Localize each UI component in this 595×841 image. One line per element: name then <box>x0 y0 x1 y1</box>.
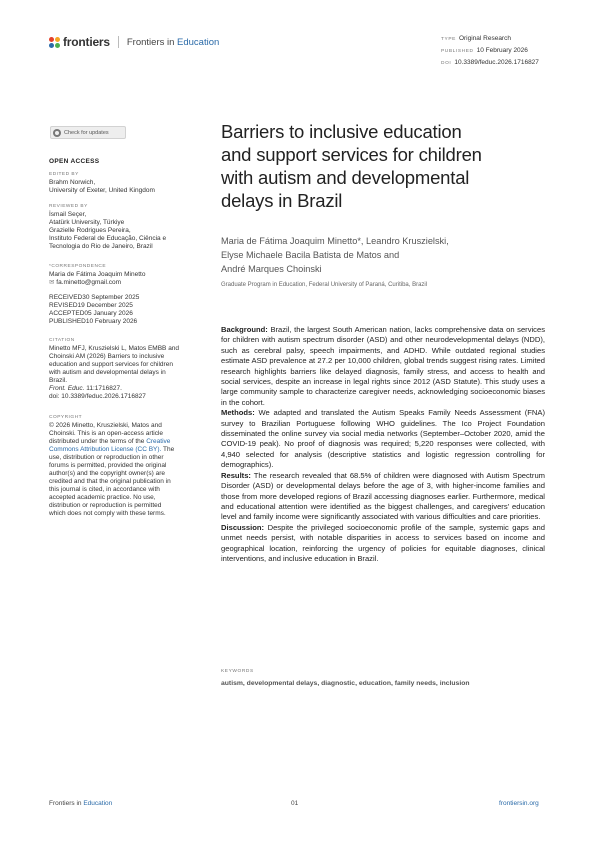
abstract <box>221 325 545 564</box>
frontiers-logo[interactable] <box>49 35 219 49</box>
frontiers-logo-icon <box>49 37 60 48</box>
footer-journal: Frontiers in Education <box>49 800 113 807</box>
abstract-discussion: Discussion: Despite the privileged socioeconomic profile of the sample, systemic gaps and unmet needs persist, with notable disparities in access to services based on income and geographical location, reinforcing the urgency of policies for equitable diagnoses, clinical interventions, and inclusive education in Brazil. <box>221 522 545 563</box>
author-list: Maria de Fátima Joaquim Minetto*, Leandro Kruszielski, Elyse Michaele Bacila Batista de Matos and André Marques Choinski <box>221 236 449 274</box>
copyright-block: COPYRIGHT © 2026 Minetto, Kruszielski, Matos and Choinski. This is an open-access article distributed under the terms of the Creative Commons Attribution License (CC BY). The use, distribution or reproduction in other forums is permitted, provided the original author(s) and the copyright owner(s) are credited and that the original publication in this journal is cited, in accordance with accepted academic practice. No use, distribution or reproduction is permitted which does not comply with these terms. <box>49 415 175 517</box>
cc-license-link[interactable]: Creative <box>146 438 171 445</box>
abstract-methods: Methods: We adapted and translated the Autism Speaks Family Needs Assessment (FNA) survey to Brazilian Portuguese following WHO guidelines. The Ico Project Foundation disseminated the online survey via social media networks (September–October 2020, amid the COVID-19 peak). No proof of diagnosis was required; 5,220 responses were collected, with 4,940 selected for analysis (descriptive statistics and logistic regression controlling for demographics). <box>221 408 545 470</box>
reviewed-by-block: REVIEWED BY İsmail Seçer, Atatürk University, Türkiye Grazielle Rodrigues Pereira, Instituto Federal de Educação, Ciência e Tecnologia do Rio de Janeiro, Brazil <box>49 204 167 250</box>
journal-title: Frontiers in Education <box>126 36 220 48</box>
abstract-background: Background: Brazil, the largest South American nation, lacks comprehensive data on services for children with autism spectrum disorder (ASD) and other neurodevelopmental delays (NDD), such as cerebral palsy, speech impairments, and ADHD. While outdated regional studies estimate ASD prevalence at 27.2 per 10,000 children, global trends suggest rising rates. Limited research highlights barriers like delayed diagnosis, family stress, and access to health and social services, despite an increase in legal rights since 2012 (ASD Statute). This study uses a large community sample to characterize caregiver needs, acknowledging socioeconomic biases in the cohort. <box>221 325 545 407</box>
abstract-results: Results: The research revealed that 68.5% of children were diagnosed with Autism Spectrum Disorder (ASD) or developmental delays before the age of 3, with higher-income families and those from more developed regions of Brazil accessing diagnoses earlier. Furthermore, medical and educational attention were identified as the biggest challenges, and caregivers' education level and family income were significantly associated with various difficulties and care priorities. <box>221 470 545 522</box>
check-for-updates-button[interactable]: Check for updates <box>50 126 126 139</box>
cc-license-link-2[interactable]: Commons Attribution License (CC BY). <box>49 446 162 453</box>
citation-block: CITATION Minetto MFJ, Kruszielski L, Matos EMBB and Choinski AM (2026) Barriers to inclusive education and support services for children with autism and developmental delays in Brazil. Front. Educ. 11:1716827. doi: 10.3389/feduc.2026.1716827 <box>49 337 199 401</box>
update-icon <box>53 129 61 137</box>
header-divider <box>118 36 119 48</box>
correspondence-block: *CORRESPONDENCE Maria de Fátima Joaquim Minetto ✉ fa.minetto@gmail.com <box>49 264 146 286</box>
footer-site-link[interactable]: frontiersin.org <box>499 800 539 807</box>
article-title: Barriers to inclusive education and support services for children with autism and developmental delays in Brazil <box>221 121 482 211</box>
open-access-label: OPEN ACCESS <box>49 158 100 165</box>
correspondence-email[interactable]: fa.minetto@gmail.com <box>56 279 122 286</box>
article-meta: TYPE Original Research PUBLISHED 10 February 2026 DOI 10.3389/feduc.2026.1716827 <box>441 35 539 66</box>
dates-block: RECEIVED30 September 2025 REVISED19 December 2025 ACCEPTED05 January 2026 PUBLISHED10 February 2026 <box>49 294 140 325</box>
citation-doi[interactable]: doi: 10.3389/feduc.2026.1716827 <box>49 393 146 400</box>
edited-by-block: EDITED BY Brahm Norwich, University of Exeter, United Kingdom <box>49 172 155 194</box>
affiliation: Graduate Program in Education, Federal University of Paraná, Curitiba, Brazil <box>221 282 428 288</box>
brand-name: frontiers <box>63 35 110 49</box>
email-icon: ✉ <box>49 279 55 286</box>
page-number: 01 <box>291 800 299 807</box>
keywords-label: KEYWORDS <box>221 669 254 674</box>
keywords: autism, developmental delays, diagnostic, education, family needs, inclusion <box>221 680 470 687</box>
